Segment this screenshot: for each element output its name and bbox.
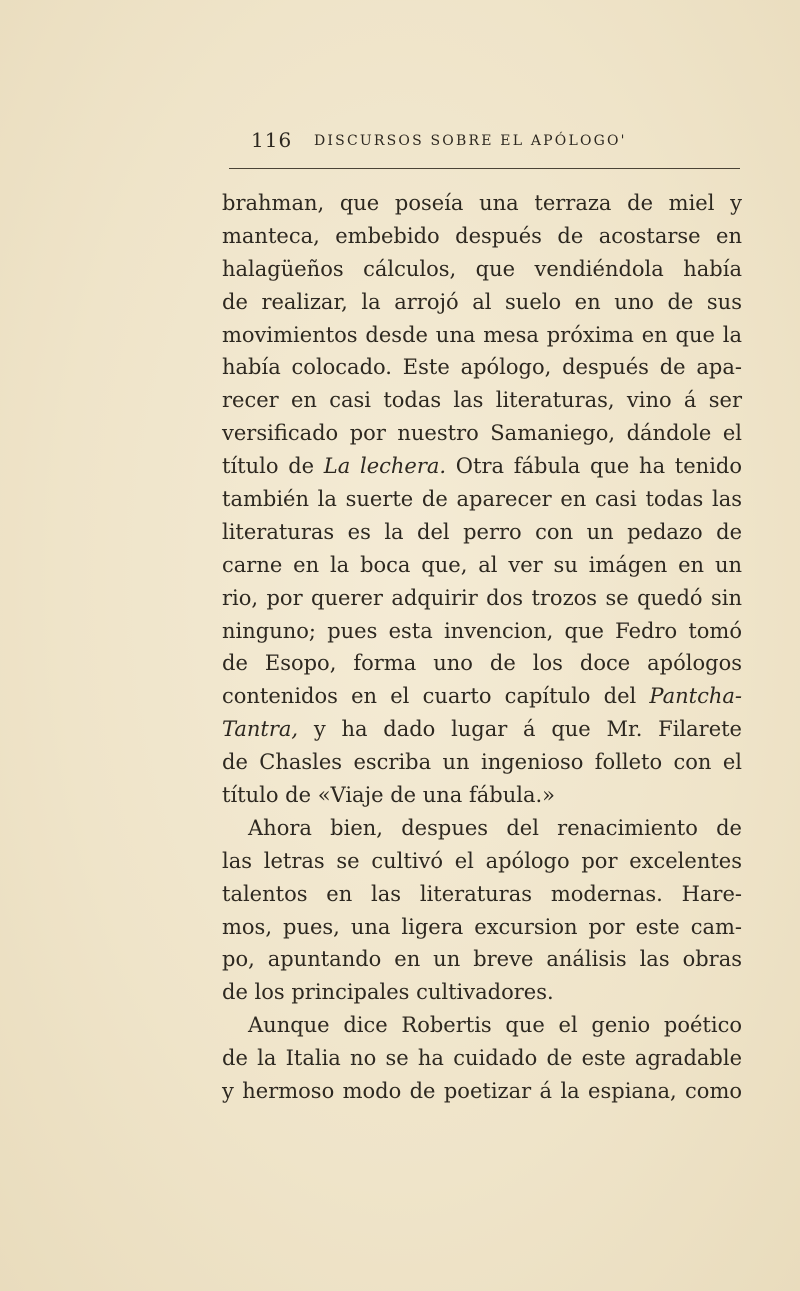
text-line: de la Italia no se ha cuidado de este agradable: [222, 1046, 742, 1071]
text-line: Ahora bien, despues del renacimiento de: [248, 815, 742, 840]
text-line: Tantra, y ha dado lugar á que Mr. Filarete: [222, 717, 742, 742]
text-line: había colocado. Este apólogo, después de apa-: [222, 355, 742, 380]
text-line: literaturas es la del perro con un pedazo de: [222, 519, 742, 544]
text-line: mos, pues, una ligera excursion por este cam-: [222, 914, 742, 939]
text-line: talentos en las literaturas modernas. Hare-: [222, 881, 742, 906]
text-line: versificado por nuestro Samaniego, dándole el: [222, 421, 742, 446]
text-line: las letras se cultivó el apólogo por excelentes: [222, 848, 742, 873]
header-rule: [229, 168, 740, 169]
page-header: [228, 128, 740, 158]
page-number: 116: [251, 128, 293, 152]
text-line: rio, por querer adquirir dos trozos se quedó sin: [222, 585, 742, 610]
book-title-italic: Tantra,: [222, 717, 299, 742]
text-line: manteca, embebido después de acostarse en: [222, 223, 742, 248]
text-line: también la suerte de aparecer en casi todas las: [222, 487, 742, 512]
text-line: brahman, que poseía una terraza de miel y: [222, 191, 742, 215]
text-line: de Chasles escriba un ingenioso folleto con el: [222, 750, 742, 775]
text-line: recer en casi todas las literaturas, vino á ser: [222, 388, 742, 413]
text-line: de realizar, la arrojó al suelo en uno de sus: [222, 289, 742, 314]
text-line: carne en la boca que, al ver su imágen en un: [222, 552, 742, 577]
text-line: Aunque dice Robertis que el genio poético: [248, 1013, 742, 1038]
text-line: de los principales cultivadores.: [222, 980, 554, 1005]
text-line: título de La lechera. Otra fábula que ha tenido: [222, 454, 743, 479]
text-line: contenidos en el cuarto capítulo del Pantcha-: [222, 684, 742, 709]
text-line: movimientos desde una mesa próxima en que la: [222, 322, 742, 347]
text-line: y hermoso modo de poetizar á la espiana, como: [222, 1079, 742, 1104]
book-title-italic: La lechera.: [323, 454, 447, 479]
running-head: DISCURSOS SOBRE EL APÓLOGO': [314, 133, 627, 149]
text-line: título de «Viaje de una fábula.»: [222, 783, 556, 808]
text-line: halagüeños cálculos, que vendiéndola había: [222, 256, 742, 281]
text-line: ninguno; pues esta invencion, que Fedro tomó: [222, 618, 742, 643]
body-text: [222, 187, 742, 1108]
text-line: de Esopo, forma uno de los doce apólogos: [222, 651, 742, 676]
book-title-italic: Pantcha-: [649, 684, 742, 709]
text-line: po, apuntando en un breve análisis las obras: [222, 947, 742, 972]
